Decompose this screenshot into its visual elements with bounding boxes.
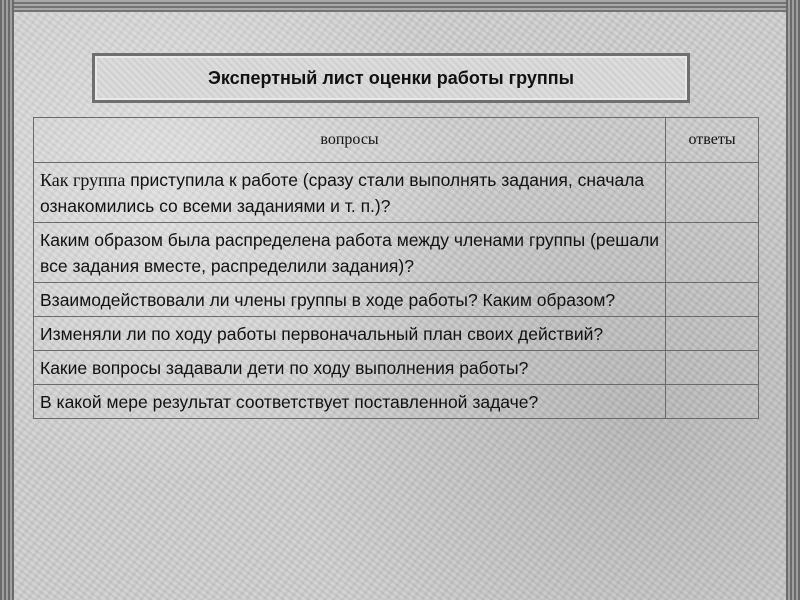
question-cell: [34, 163, 666, 223]
slide-title: Экспертный лист оценки работы группы: [208, 67, 574, 88]
question-cell: [34, 223, 666, 283]
table-row: [34, 351, 759, 385]
question-text: В какой мере результат соответствует поставленной задаче?: [40, 392, 539, 412]
table-row: [34, 223, 759, 283]
question-text: Каким образом была распределена работа между членами группы (решали все задания вместе, распределили задания)?: [40, 230, 660, 276]
expert-sheet-table: [33, 117, 759, 419]
answer-cell[interactable]: [666, 385, 759, 419]
table-row: [34, 283, 759, 317]
question-cell: [34, 385, 666, 419]
table-header-row: [34, 118, 759, 163]
header-answers: ответы: [666, 118, 759, 163]
slide-border-left: [0, 0, 14, 600]
table-row: [34, 385, 759, 419]
answer-cell[interactable]: [666, 317, 759, 351]
question-lead: Как группа: [40, 170, 126, 190]
question-text: Изменяли ли по ходу работы первоначальный план своих действий?: [40, 324, 604, 344]
question-cell: [34, 283, 666, 317]
question-text: Взаимодействовали ли члены группы в ходе работы? Каким образом?: [40, 290, 616, 310]
answer-cell[interactable]: [666, 163, 759, 223]
question-cell: [34, 351, 666, 385]
answer-cell[interactable]: [666, 283, 759, 317]
table-row: [34, 163, 759, 223]
title-box: [92, 53, 690, 103]
slide-border-right: [786, 0, 800, 600]
answer-cell[interactable]: [666, 223, 759, 283]
question-text: Какие вопросы задавали дети по ходу выполнения работы?: [40, 358, 529, 378]
question-text: приступила к работе (сразу стали выполнять задания, сначала ознакомились со всеми заданиями и т. п.)?: [40, 170, 645, 216]
answer-cell[interactable]: [666, 351, 759, 385]
question-cell: [34, 317, 666, 351]
table-row: [34, 317, 759, 351]
slide-border-top: [0, 0, 800, 12]
header-questions: вопросы: [34, 118, 666, 163]
